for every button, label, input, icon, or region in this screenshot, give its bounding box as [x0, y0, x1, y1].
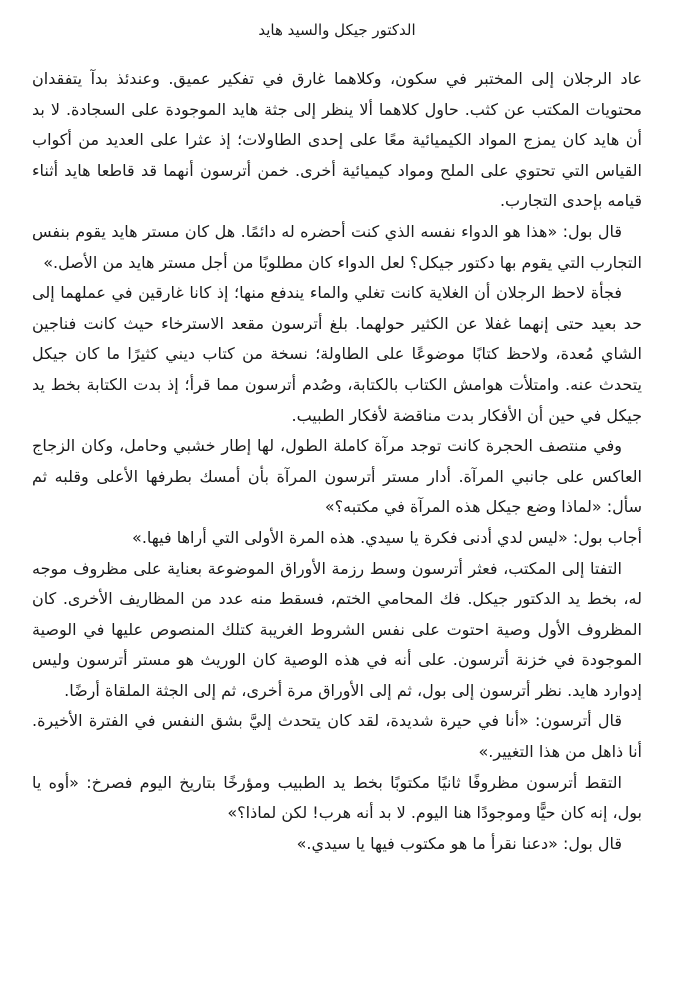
paragraph-2: قال بول: «هذا هو الدواء نفسه الذي كنت أحضره له دائمًا. هل كان مستر هايد يقوم بنفس التجارب التي يقوم بها دكتور جيكل؟ لعل الدواء كان مطلوبًا من أجل مستر هايد من الأصل.»	[32, 221, 642, 272]
paragraph-8: التقط أترسون مظروفًا ثانيًا مكتوبًا بخط يد الطبيب ومؤرخًا بتاريخ اليوم فصرخ: «أوه يا بول، إنه كان حيًّا وموجودًا هنا اليوم. لا بد أنه هرب! لكن لماذا؟»	[32, 772, 642, 823]
running-header: الدكتور جيكل والسيد هايد	[258, 21, 416, 39]
paragraph-6: التفتا إلى المكتب، فعثر أترسون وسط رزمة الأوراق الموضوعة بعناية على مظروف موجه له، بخط يد الدكتور جيكل. فك المحامي الختم، فسقط منه عدد من المظاريف الأخرى. كان المظروف الأول وصية احتوت على نفس الشروط الغريبة كتلك المنصوص عليها في الوصية الموجودة في خزنة أترسون. على أنه في هذه الوصية كان الوريث هو مستر أترسون وليس إدوارد هايد. نظر أترسون إلى بول، ثم إلى الأوراق مرة أخرى، ثم إلى الجثة الملقاة أرضًا.	[32, 558, 642, 700]
body-text	[32, 64, 642, 859]
paragraph-4: وفي منتصف الحجرة كانت توجد مرآة كاملة الطول، لها إطار خشبي وحامل، وكان الزجاج العاكس على جانبي المرآة. أدار مستر أترسون المرآة بأن أمسك بطرفها الأعلى وقلبه ثم سأل: «لماذا وضع جيكل هذه المرآة في مكتبه؟»	[32, 436, 642, 517]
paragraph-7: قال أترسون: «أنا في حيرة شديدة، لقد كان يتحدث إليَّ بشق النفس في الفترة الأخيرة. أنا ذاهل من هذا التغيير.»	[32, 711, 642, 762]
paragraph-5: أجاب بول: «ليس لدي أدنى فكرة يا سيدي. هذه المرة الأولى التي أراها فيها.»	[132, 527, 642, 547]
paragraph-3: فجأة لاحظ الرجلان أن الغلاية كانت تغلي والماء يندفع منها؛ إذ كانا غارقين في عملهما إلى حد بعيد حتى إنهما غفلا عن الكثير حولهما. بلغ أترسون مقعد الاسترخاء حيث كانت فناجين الشاي مُعدة، ولاحظ كتابًا موضوعًا على الطاولة؛ نسخة من كتاب ديني كثيرًا ما كان جيكل يتحدث عنه. وامتلأت هوامش الكتاب بالكتابة، وصُدم أترسون مما قرأ؛ إذ بدت الكتابة بخط يد جيكل في حين أن الأفكار بدت مناقضة لأفكار الطبيب.	[32, 283, 642, 425]
paragraph-9: قال بول: «دعنا نقرأ ما هو مكتوب فيها يا سيدي.»	[296, 833, 622, 853]
paragraph-1: عاد الرجلان إلى المختبر في سكون، وكلاهما غارق في تفكير عميق. وعندئذ بدآ يتفقدان محتويات المكتب عن كثب. حاول كلاهما ألا ينظر إلى جثة هايد الموجودة على السجادة. لا بد أن هايد كان يمزج المواد الكيميائية معًا على إحدى الطاولات؛ إذ عثرا على العديد من أكواب القياس التي تحتوي على الملح ومواد كيميائية أخرى. خمن أترسون أنهما قد قاطعا هايد أثناء قيامه بإحدى التجارب.	[32, 69, 642, 211]
